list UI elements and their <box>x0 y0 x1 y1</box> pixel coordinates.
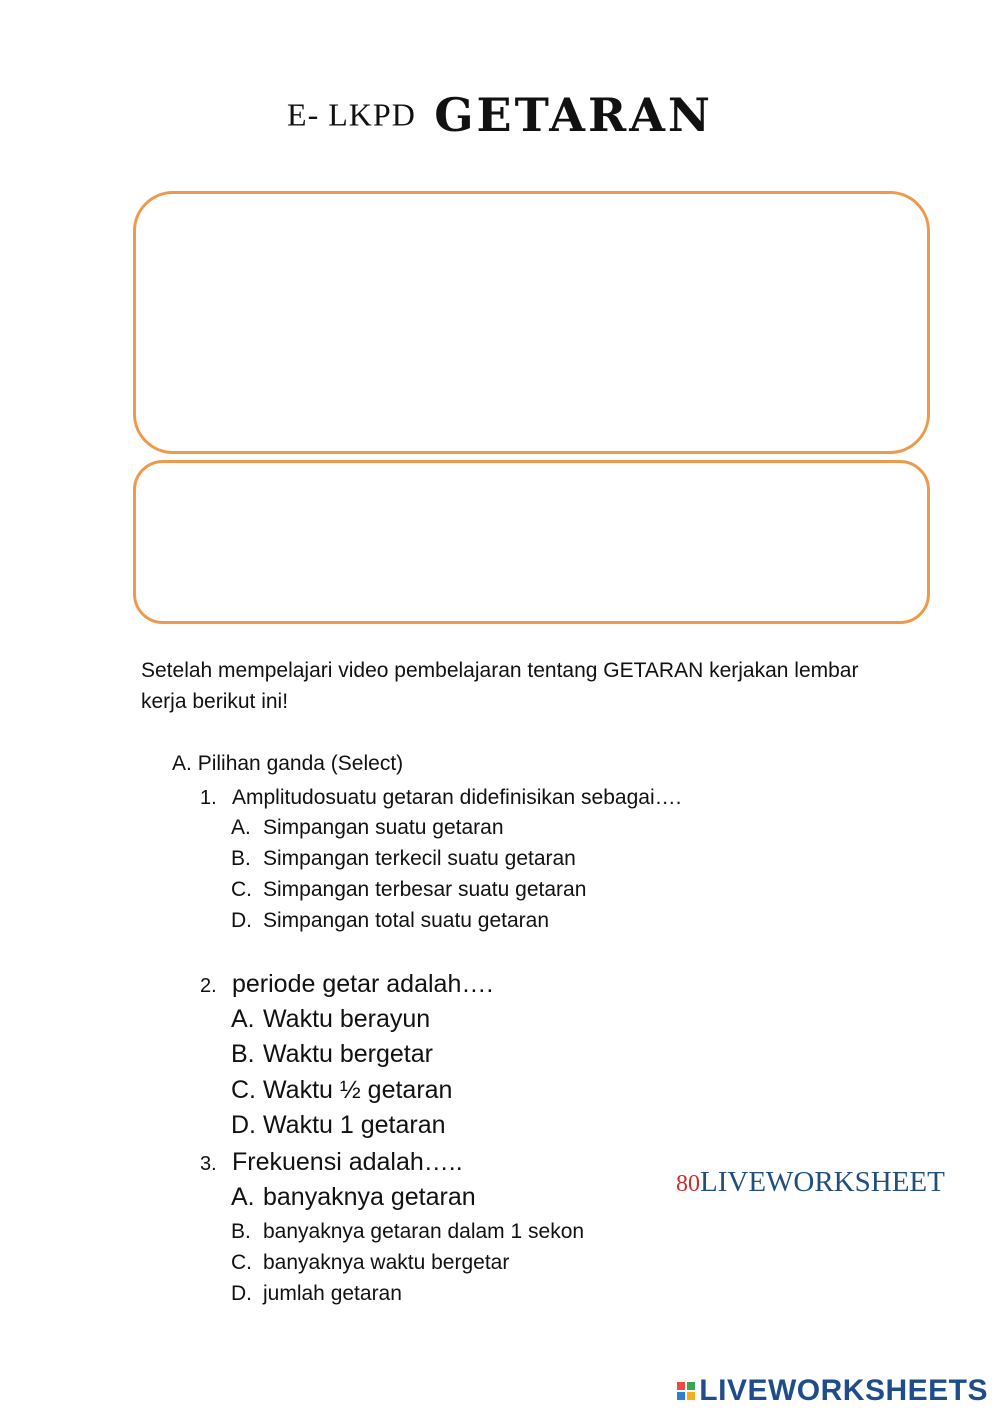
content-box-top <box>133 191 930 454</box>
option-text: banyaknya waktu bergetar <box>263 1251 510 1274</box>
option-text: Waktu bergetar <box>263 1040 433 1068</box>
option-1a[interactable] <box>231 812 504 843</box>
option-2a[interactable] <box>231 1002 430 1037</box>
question-number: 3. <box>200 1153 217 1175</box>
question-2 <box>200 967 493 1004</box>
question-text: periode getar adalah…. <box>232 970 494 998</box>
title-prefix: E- LKPD <box>287 96 416 133</box>
option-text: jumlah getaran <box>263 1282 402 1305</box>
question-3 <box>200 1145 463 1182</box>
section-letter: A. <box>172 752 192 775</box>
option-letter: C. <box>231 878 252 901</box>
question-1 <box>200 782 681 814</box>
content-box-bottom <box>133 460 930 624</box>
option-text: Simpangan suatu getaran <box>263 816 504 839</box>
option-2c[interactable] <box>231 1073 452 1108</box>
question-number: 1. <box>200 787 217 809</box>
option-3b[interactable] <box>231 1216 584 1247</box>
option-letter: D. <box>231 1282 252 1305</box>
option-letter: A. <box>231 1183 255 1211</box>
section-heading <box>172 749 403 779</box>
footer-brand-text: LIVEWORKSHEETS <box>699 1374 988 1407</box>
option-3d[interactable] <box>231 1278 402 1309</box>
option-text: Simpangan terbesar suatu getaran <box>263 878 587 901</box>
logo-square-4 <box>687 1392 695 1400</box>
option-text: banyaknya getaran <box>263 1183 476 1211</box>
option-1d[interactable] <box>231 905 549 936</box>
option-1c[interactable] <box>231 874 586 905</box>
option-letter: B. <box>231 1220 251 1243</box>
option-3a[interactable] <box>231 1180 476 1215</box>
option-text: Waktu berayun <box>263 1005 431 1033</box>
option-letter: D. <box>231 1111 256 1139</box>
option-text: banyaknya getaran dalam 1 sekon <box>263 1220 585 1243</box>
logo-square-3 <box>677 1392 685 1400</box>
option-3c[interactable] <box>231 1247 509 1278</box>
question-text: Amplitudosuatu getaran didefinisikan sebagai…. <box>232 786 682 809</box>
watermark-number: 80 <box>676 1171 700 1197</box>
option-letter: B. <box>231 1040 255 1068</box>
liveworksheets-logo-icon <box>677 1382 695 1400</box>
option-letter: A. <box>231 816 251 839</box>
option-2d[interactable] <box>231 1108 446 1143</box>
option-text: Waktu 1 getaran <box>263 1111 446 1139</box>
intro-text: Setelah mempelajari video pembelajaran tentang GETARAN kerjakan lembar kerja berikut ini! <box>141 659 859 713</box>
option-letter: C. <box>231 1251 252 1274</box>
question-number: 2. <box>200 975 217 997</box>
question-text: Frekuensi adalah….. <box>232 1148 463 1176</box>
option-letter: D. <box>231 909 252 932</box>
option-letter: A. <box>231 1005 255 1033</box>
section-label: Pilihan ganda (Select) <box>197 752 404 775</box>
option-letter: C. <box>231 1076 256 1104</box>
option-text: Waktu ½ getaran <box>263 1076 453 1104</box>
option-text: Simpangan terkecil suatu getaran <box>263 847 576 870</box>
title-main: GETARAN <box>434 88 713 142</box>
watermark-text <box>676 1166 945 1199</box>
option-1b[interactable] <box>231 843 576 874</box>
logo-square-1 <box>677 1382 685 1390</box>
page-title <box>0 88 1000 142</box>
option-letter: B. <box>231 847 251 870</box>
watermark-label: LIVEWORKSHEET <box>700 1166 945 1198</box>
option-2b[interactable] <box>231 1037 433 1072</box>
option-text: Simpangan total suatu getaran <box>263 909 550 932</box>
logo-square-2 <box>687 1382 695 1390</box>
footer-brand[interactable] <box>677 1374 988 1408</box>
